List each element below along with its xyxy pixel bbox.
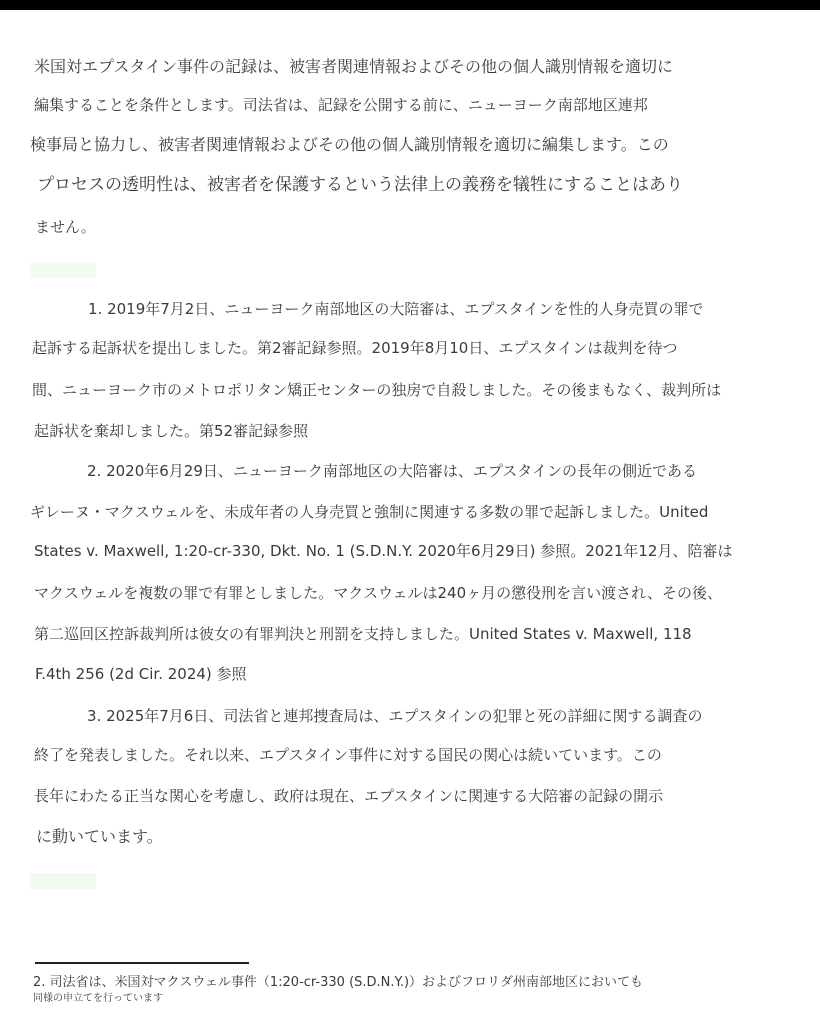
p2-line: 2. 2020年6月29日、ニューヨーク南部地区の大陪審は、エプスタインの長年の側近である	[87, 462, 697, 480]
intro-line: 編集することを条件とします。司法省は、記録を公開する前に、ニューヨーク南部地区連邦	[34, 96, 648, 114]
footnote-line: 同様の申立てを行っています	[33, 993, 163, 1004]
p1-line: 起訴する起訴状を提出しました。第2審記録参照。2019年8月10日、エプスタインは裁判を待つ	[32, 339, 678, 357]
p1-line: 間、ニューヨーク市のメトロポリタン矯正センターの独房で自殺しました。その後まもなく、裁判所は	[32, 381, 722, 399]
p1-line: 起訴状を棄却しました。第52審記録参照	[34, 422, 309, 440]
p2-line: 第二巡回区控訴裁判所は彼女の有罪判決と刑罰を支持しました。United States v. Maxwell, 118	[34, 625, 692, 643]
p3-line: 3. 2025年7月6日、司法省と連邦捜査局は、エプスタインの犯罪と死の詳細に関する調査の	[87, 707, 703, 725]
top-black-bar	[0, 0, 820, 10]
p3-line: に動いています。	[36, 827, 163, 846]
scan-artifact	[30, 873, 96, 889]
p3-line: 長年にわたる正当な関心を考慮し、政府は現在、エプスタインに関連する大陪審の記録の開示	[34, 787, 664, 805]
intro-line: 米国対エプスタイン事件の記録は、被害者関連情報およびその他の個人識別情報を適切に	[34, 57, 674, 76]
intro-line: プロセスの透明性は、被害者を保護するという法律上の義務を犠牲にすることはあり	[37, 175, 683, 195]
p3-line: 終了を発表しました。それ以来、エプスタイン事件に対する国民の関心は続いています。この	[34, 746, 662, 764]
footnote-divider	[35, 962, 249, 964]
p2-line: ギレーヌ・マクスウェルを、未成年者の人身売買と強制に関連する多数の罪で起訴しました。United	[30, 503, 709, 521]
p2-line: F.4th 256 (2d Cir. 2024) 参照	[35, 665, 247, 683]
scan-artifact	[30, 262, 96, 278]
intro-line: ません。	[35, 218, 96, 236]
p1-line: 1. 2019年7月2日、ニューヨーク南部地区の大陪審は、エプスタインを性的人身売買の罪で	[88, 300, 704, 318]
intro-line: 検事局と協力し、被害者関連情報およびその他の個人識別情報を適切に編集します。この	[30, 135, 669, 154]
footnote-line: 2. 司法省は、米国対マクスウェル事件（1:20-cr-330 (S.D.N.Y.)）およびフロリダ州南部地区においても	[33, 975, 644, 990]
p2-line: マクスウェルを複数の罪で有罪としました。マクスウェルは240ヶ月の懲役刑を言い渡され、その後、	[34, 584, 723, 602]
p2-line: States v. Maxwell, 1:20-cr-330, Dkt. No. 1 (S.D.N.Y. 2020年6月29日) 参照。2021年12月、陪審は	[34, 542, 733, 560]
